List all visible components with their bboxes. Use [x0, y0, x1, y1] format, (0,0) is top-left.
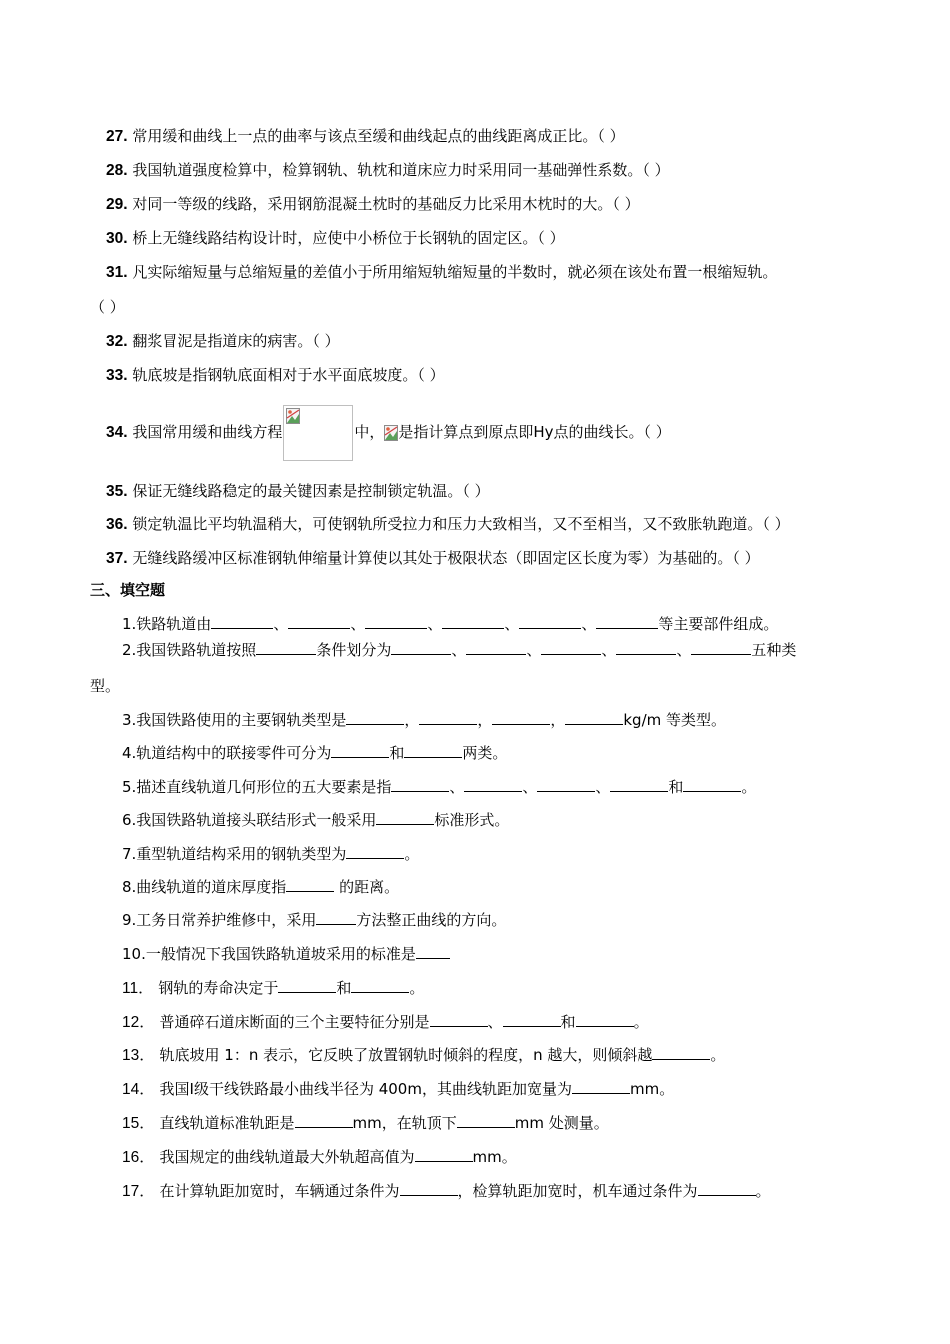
question-number: 35. [106, 483, 128, 500]
question-text: 、 [526, 641, 542, 659]
question-28 [106, 159, 670, 182]
question-number: 33. [106, 367, 128, 384]
blank[interactable] [286, 875, 334, 892]
blank[interactable] [464, 775, 522, 792]
question-text: mm 处测量。 [514, 1114, 609, 1132]
blank[interactable] [442, 612, 504, 629]
fill-question-13 [122, 1043, 725, 1067]
blank[interactable] [537, 775, 595, 792]
blank[interactable] [576, 1010, 634, 1027]
blank[interactable] [278, 976, 336, 993]
question-31 [106, 261, 777, 284]
question-text: 是指计算点到原点即Hy点的曲线长。（ ） [398, 423, 671, 441]
question-text: 无缝线路缓冲区标准钢轨伸缩量计算使以其处于极限状态（即固定区长度为零）为基础的。（ ） [127, 549, 760, 567]
question-number: 36. [106, 516, 128, 533]
fill-question-11 [122, 976, 424, 1000]
question-text: ，检算轨距加宽时，机车通过条件为 [457, 1182, 698, 1200]
blank[interactable] [572, 1077, 630, 1094]
blank[interactable] [295, 1111, 353, 1128]
question-text: ， [477, 711, 493, 729]
blank[interactable] [376, 808, 434, 825]
question-text: 我国规定的曲线轨道最大外轨超高值为 [154, 1148, 415, 1166]
question-text: 、 [601, 641, 617, 659]
question-text: 、 [676, 641, 692, 659]
fill-question-14 [122, 1077, 674, 1101]
question-36 [106, 513, 790, 536]
question-33 [106, 364, 445, 387]
question-number: 30. [106, 230, 128, 247]
blank[interactable] [346, 842, 404, 859]
question-29 [106, 193, 640, 216]
blank[interactable] [391, 775, 449, 792]
question-text: 。 [710, 1046, 726, 1064]
blank[interactable] [430, 1010, 488, 1027]
fill-question-17 [122, 1179, 771, 1203]
question-text: 锁定轨温比平均轨温稍大，可使钢轨所受拉力和压力大致相当，又不至相当，又不致胀轨跑道。（ ） [127, 515, 790, 533]
question-text: 钢轨的寿命决定于 [153, 979, 279, 997]
blank[interactable] [616, 638, 676, 655]
question-text: 直线轨道标准轨距是 [154, 1114, 295, 1132]
question-31-continued [90, 296, 125, 318]
blank[interactable] [351, 976, 409, 993]
question-text: 桥上无缝线路结构设计时，应使中小桥位于长钢轨的固定区。（ ） [127, 229, 565, 247]
question-text: kg/m 等类型。 [623, 711, 727, 729]
question-text: 保证无缝线路稳定的最关键因素是控制锁定轨温。（ ） [127, 482, 490, 500]
question-text: 3.我国铁路使用的主要钢轨类型是 [122, 711, 347, 729]
question-text: 和 [336, 979, 352, 997]
question-text: 9.工务日常养护维修中，采用 [122, 911, 317, 929]
question-text: 的距离。 [334, 878, 400, 896]
question-text: 中， [354, 423, 385, 441]
question-number: 28. [106, 162, 128, 179]
fill-question-1 [122, 612, 778, 635]
question-number: 16． [122, 1149, 155, 1166]
question-text: 条件划分为 [316, 641, 392, 659]
question-number: 34. [106, 424, 128, 441]
blank[interactable] [503, 1010, 561, 1027]
question-text: ， [404, 711, 420, 729]
blank[interactable] [391, 638, 451, 655]
broken-image-icon [384, 425, 398, 441]
fill-question-8 [122, 875, 399, 898]
question-text: 7.重型轨道结构采用的钢轨类型为 [122, 845, 347, 863]
blank[interactable] [346, 708, 404, 725]
blank[interactable] [211, 612, 273, 629]
question-34 [106, 404, 671, 461]
blank[interactable] [698, 1179, 756, 1196]
question-number: 31. [106, 264, 128, 281]
blank[interactable] [457, 1111, 515, 1128]
question-text: 常用缓和曲线上一点的曲率与该点至缓和曲线起点的曲线距离成正比。（ ） [127, 127, 625, 145]
question-text: 、 [487, 1013, 503, 1031]
fill-question-2 [122, 638, 796, 661]
fill-question-9 [122, 908, 506, 931]
fill-question-2-continued: 型。 [90, 677, 121, 695]
question-number: 29. [106, 196, 128, 213]
question-35 [106, 480, 490, 503]
section-heading: 三、填空题 [90, 581, 166, 599]
question-text: 和 [560, 1013, 576, 1031]
question-text: （ ） [90, 298, 125, 316]
question-text: mm，在轨顶下 [352, 1114, 457, 1132]
question-number: 32. [106, 333, 128, 350]
fill-question-16 [122, 1145, 517, 1169]
blank[interactable] [565, 708, 623, 725]
question-text: 标准形式。 [434, 811, 510, 829]
question-text: 五种类 [751, 641, 797, 659]
question-37 [106, 547, 760, 570]
question-text: 普通碎石道床断面的三个主要特征分别是 [154, 1013, 430, 1031]
blank[interactable] [419, 708, 477, 725]
question-number: 11． [122, 980, 154, 997]
question-text: 方法整正曲线的方向。 [356, 911, 507, 929]
fill-question-7 [122, 842, 419, 865]
question-number: 27. [106, 128, 128, 145]
question-text: 凡实际缩短量与总缩短量的差值小于所用缩短轨缩短量的半数时，就必须在该处布置一根缩短轨。 [127, 263, 778, 281]
blank[interactable] [652, 1043, 710, 1060]
question-text: 我国Ⅰ级干线铁路最小曲线半径为 400m，其曲线轨距加宽量为 [154, 1080, 572, 1098]
fill-question-3 [122, 708, 726, 731]
question-32 [106, 330, 340, 353]
question-text: 、 [522, 778, 538, 796]
question-text: 轨底坡用 1：n 表示，它反映了放置钢轨时倾斜的程度，n 越大，则倾斜越 [154, 1046, 653, 1064]
question-text: 、 [273, 615, 289, 633]
blank[interactable] [288, 612, 350, 629]
blank[interactable] [404, 741, 462, 758]
formula-image [283, 405, 353, 461]
question-text: 、 [451, 641, 467, 659]
question-text: 。 [741, 778, 757, 796]
question-text: 、 [504, 615, 520, 633]
blank[interactable] [365, 612, 427, 629]
question-text: ， [550, 711, 566, 729]
question-text: 6.我国铁路轨道接头联结形式一般采用 [122, 811, 377, 829]
blank[interactable] [610, 775, 668, 792]
question-text: 和 [668, 778, 684, 796]
fill-question-6 [122, 808, 509, 831]
blank[interactable] [316, 908, 356, 925]
fill-question-12 [122, 1010, 649, 1034]
question-number: 12． [122, 1014, 155, 1031]
question-text: 在计算轨距加宽时，车辆通过条件为 [154, 1182, 400, 1200]
blank[interactable] [256, 638, 316, 655]
question-text: 我国轨道强度检算中，检算钢轨、轨枕和道床应力时采用同一基础弹性系数。（ ） [127, 161, 670, 179]
question-text: 。 [404, 845, 420, 863]
question-text: mm。 [472, 1148, 517, 1166]
blank[interactable] [691, 638, 751, 655]
question-text: mm。 [629, 1080, 675, 1098]
fill-question-4 [122, 741, 507, 764]
question-text: 2.我国铁路轨道按照 [122, 641, 257, 659]
question-text: 两类。 [462, 744, 508, 762]
question-text: 轨底坡是指钢轨底面相对于水平面底坡度。（ ） [127, 366, 445, 384]
blank[interactable] [596, 612, 658, 629]
question-text: 5.描述直线轨道几何形位的五大要素是指 [122, 778, 392, 796]
question-number: 14． [122, 1081, 155, 1098]
question-text: 和 [389, 744, 405, 762]
question-text: 4.轨道结构中的联接零件可分为 [122, 744, 332, 762]
blank[interactable] [466, 638, 526, 655]
question-text: 我国常用缓和曲线方程 [127, 423, 283, 441]
question-text: 。 [755, 1182, 771, 1200]
question-30 [106, 227, 565, 250]
question-number: 13． [122, 1047, 155, 1064]
question-text: 对同一等级的线路，采用钢筋混凝土枕时的基础反力比采用木枕时的大。（ ） [127, 195, 640, 213]
question-text: 、 [427, 615, 443, 633]
question-text: 。 [633, 1013, 649, 1031]
blank[interactable] [492, 708, 550, 725]
question-text: 8.曲线轨道的道床厚度指 [122, 878, 287, 896]
blank[interactable] [683, 775, 741, 792]
question-text: 10.一般情况下我国铁路轨道坡采用的标准是 [122, 945, 416, 963]
question-text: 1.铁路轨道由 [122, 615, 212, 633]
blank[interactable] [415, 1145, 473, 1162]
question-text: 翻浆冒泥是指道床的病害。（ ） [127, 332, 340, 350]
blank[interactable] [400, 1179, 458, 1196]
question-text: 等主要部件组成。 [658, 615, 779, 633]
fill-question-15 [122, 1111, 609, 1135]
fill-question-5 [122, 775, 756, 798]
fill-question-10 [122, 942, 450, 965]
question-number: 15． [122, 1115, 155, 1132]
question-text: 、 [350, 615, 366, 633]
question-27 [106, 125, 625, 148]
blank[interactable] [519, 612, 581, 629]
question-text: 、 [595, 778, 611, 796]
blank[interactable] [416, 942, 450, 959]
question-text: 、 [449, 778, 465, 796]
question-number: 17． [122, 1183, 155, 1200]
blank[interactable] [541, 638, 601, 655]
question-number: 37. [106, 550, 128, 567]
blank[interactable] [331, 741, 389, 758]
question-text: 、 [581, 615, 597, 633]
question-text: 。 [409, 979, 425, 997]
broken-image-icon [286, 408, 300, 424]
